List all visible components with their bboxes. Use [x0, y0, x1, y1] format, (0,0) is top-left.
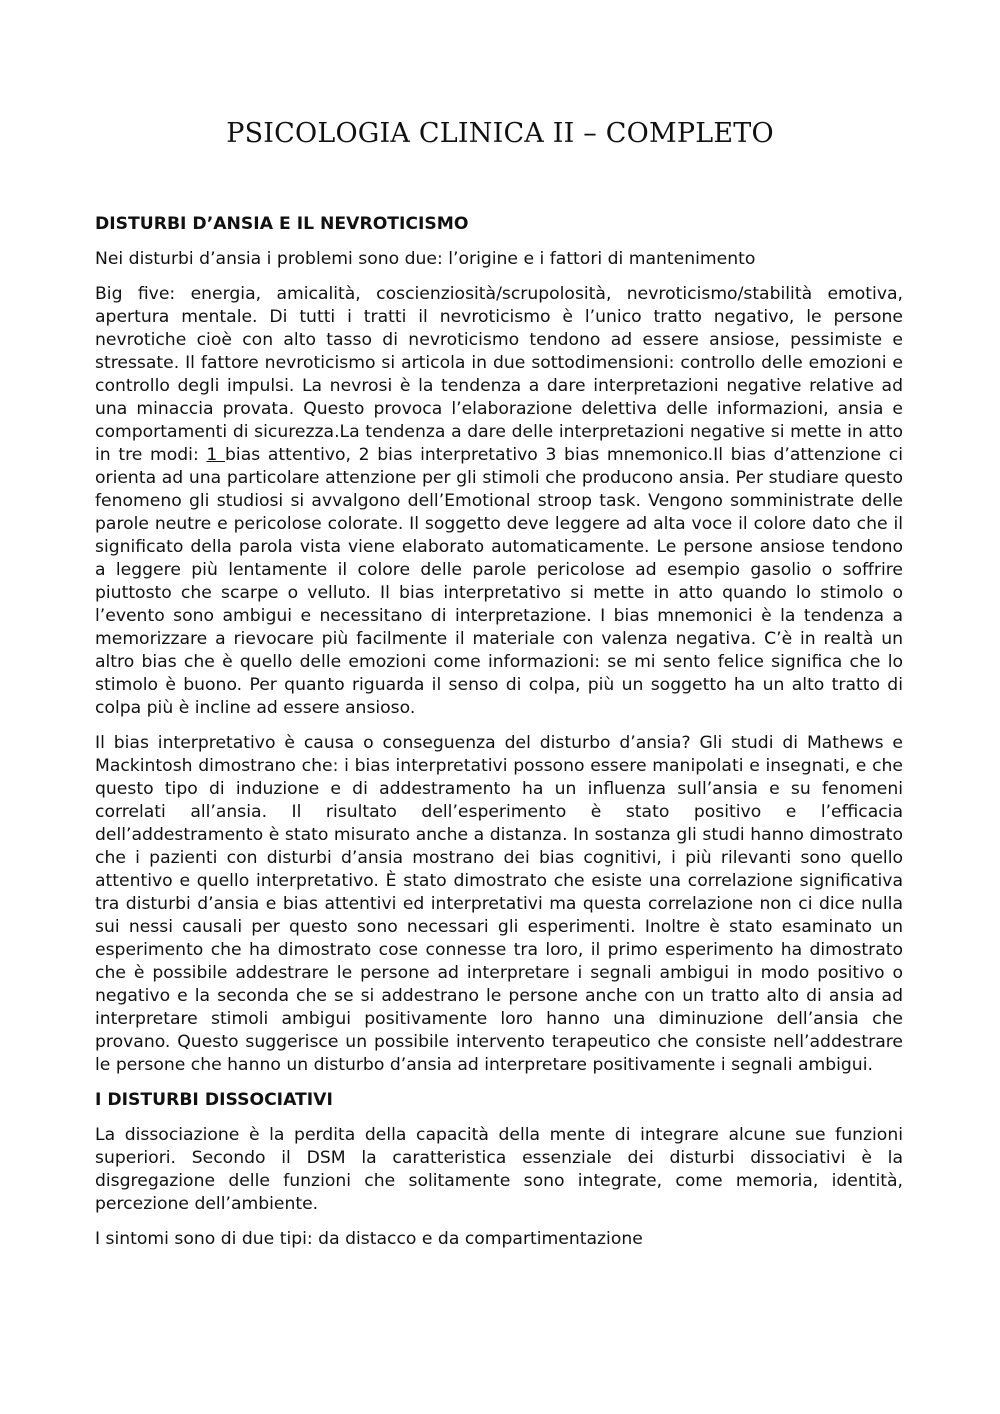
paragraph: La dissociazione è la perdita della capacità della mente di integrare alcune sue funzioni superiori. Secondo il DSM la caratteristica essenziale dei disturbi dissociativi è la disgregazione delle funzioni che solitamente sono integrate, come memoria, identità, percezione dell’ambiente.	[95, 1125, 903, 1214]
paragraph: Il bias interpretativo è causa o conseguenza del disturbo d’ansia? Gli studi di Mathews e Mackintosh dimostrano che: i bias interpretativi possono essere manipolati e insegnati, e che questo tipo di induzione e di addestramento ha un influenza sull’ansia e su fenomeni correlati all’ansia. Il risultato dell’esperimento è stato positivo e l’efficacia dell’addestramento è stato misurato anche a distanza. In sostanza gli studi hanno dimostrato che i pazienti con disturbi d’ansia mostrano dei bias cognitivi, i più rilevanti sono quello attentivo e quello interpretativo. È stato dimostrato che esiste una correlazione significativa tra disturbi d’ansia e bias attentivi ed interpretativi ma questa correlazione non ci dice nulla sui nessi causali per questo sono necessari gli esperimenti. Inoltre è stato esaminato un esperimento che ha dimostrato cose connesse tra loro, il primo esperimento ha dimostrato che è possibile addestrare le persone ad interpretare i segnali ambigui in modo positivo o negativo e la seconda che se si addestrano le persone anche con un tratto alto di ansia ad interpretare stimoli ambigui positivamente loro hanno una diminuzione dell’ansia che provano. Questo suggerisce un possibile intervento terapeutico che consiste nell’addestrare le persone che hanno un disturbo d’ansia ad interpretare positivamente i segnali ambigui.	[95, 733, 903, 1075]
paragraph: I sintomi sono di due tipi: da distacco e da compartimentazione	[95, 1229, 643, 1249]
paragraph: Nei disturbi d’ansia i problemi sono due: l’origine e i fattori di mantenimento	[95, 249, 756, 269]
document-title: PSICOLOGIA CLINICA II – COMPLETO	[226, 118, 774, 149]
paragraph-text: bias attentivo, 2 bias interpretativo 3 bias mnemonico.Il bias d’attenzione ci orienta ad una particolare attenzione per gli stimoli che producono ansia. Per studiare questo fenomeno gli studiosi si avvalgono dell’Emotional stroop task. Vengono somministrate delle parole neutre e pericolose colorate. Il soggetto deve leggere ad alta voce il colore dato che il significato della parola vista viene elaborato automaticamente. Le persone ansiose tendono a leggere più lentamente il colore delle parole pericolose ad esempio gasolio o soffrire piuttosto che scarpe o velluto. Il bias interpretativo si mette in atto quando lo stimolo o l’evento sono ambigui e necessitano di interpretazione. I bias mnemonici è la tendenza a memorizzare a rievocare più facilmente il materiale con valenza negativa. C’è in realtà un altro bias che è quello delle emozioni come informazioni: se mi sento felice significa che lo stimolo è buono. Per quanto riguarda il senso di colpa, più un soggetto ha un alto tratto di colpa più è incline ad essere ansioso.	[95, 445, 904, 718]
section-heading-dissociative: I DISTURBI DISSOCIATIVI	[95, 1090, 333, 1110]
paragraph	[95, 283, 903, 720]
document-body	[95, 213, 903, 1263]
paragraph-text: Big five: energia, amicalità, coscienziosità/scrupolosità, nevroticismo/stabilità emotiva, apertura mentale. Di tutti i tratti il nevroticismo è l’unico tratto negativo, le persone nevrotiche cioè con alto tasso di nevroticismo tendono ad essere ansiose, pessimiste e stressate. Il fattore nevroticismo si articola in due sottodimensioni: controllo delle emozioni e controllo degli impulsi. La nevrosi è la tendenza a dare interpretazioni negative relative ad una minaccia provata. Questo provoca l’elaborazione delettiva delle informazioni, ansia e comportamenti di sicurezza.La tendenza a dare delle interpretazioni negative si mette in atto in tre modi:	[95, 284, 903, 465]
underlined-number: 1	[206, 445, 226, 465]
section-heading-anxiety: DISTURBI D’ANSIA E IL NEVROTICISMO	[95, 214, 469, 234]
